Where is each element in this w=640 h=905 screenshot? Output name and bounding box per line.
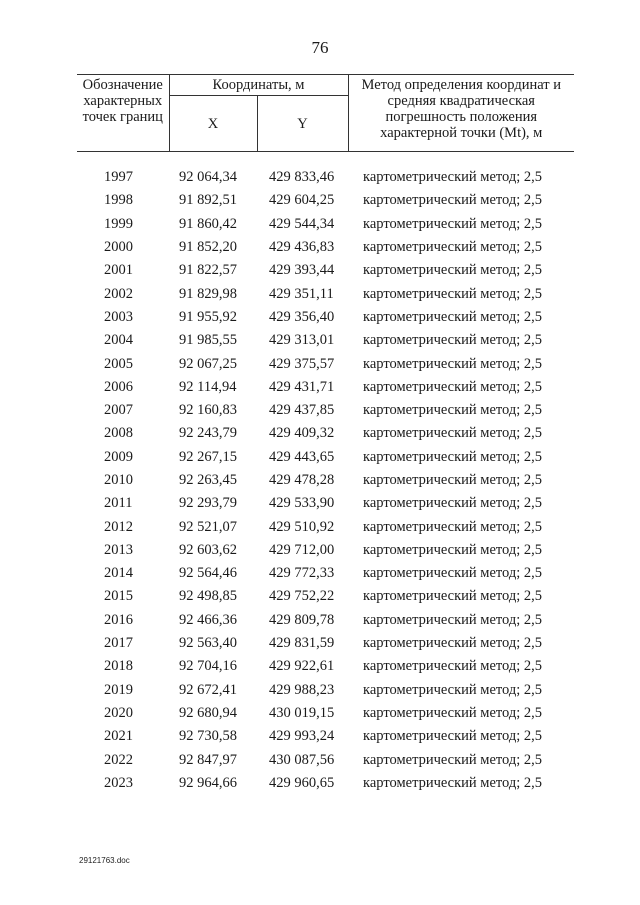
cell-x: 92 498,85 bbox=[179, 588, 237, 605]
cell-y: 429 375,57 bbox=[269, 355, 335, 372]
cell-point: 2010 bbox=[104, 472, 133, 488]
cell-method: картометрический метод; 2,5 bbox=[363, 215, 543, 232]
cell-method: картометрический метод; 2,5 bbox=[363, 611, 543, 628]
cell-point: 1997 bbox=[104, 169, 133, 186]
cell-x: 91 892,51 bbox=[179, 192, 237, 209]
cell-point: 2015 bbox=[104, 588, 133, 605]
cell-x: 91 822,57 bbox=[179, 262, 237, 279]
cell-point: 2002 bbox=[104, 285, 133, 302]
cell-point: 2017 bbox=[104, 635, 133, 652]
cell-x: 92 603,62 bbox=[179, 541, 237, 558]
header-rule bbox=[77, 152, 574, 167]
table-row bbox=[77, 515, 574, 538]
cell-y: 429 988,23 bbox=[269, 681, 335, 698]
cell-y: 429 922,61 bbox=[269, 658, 335, 675]
cell-y: 429 510,92 bbox=[269, 518, 335, 535]
footer-filename: 29121763.doc bbox=[79, 856, 130, 865]
cell-y: 430 019,15 bbox=[269, 704, 335, 721]
table-row bbox=[77, 492, 574, 515]
cell-point: 2001 bbox=[104, 262, 133, 279]
cell-point: 2008 bbox=[104, 425, 133, 442]
cell-y: 429 993,24 bbox=[269, 728, 335, 745]
cell-x: 91 829,98 bbox=[179, 285, 237, 302]
table-row bbox=[77, 446, 574, 469]
cell-y: 429 831,59 bbox=[269, 635, 335, 652]
table-row bbox=[77, 166, 574, 189]
table-row bbox=[77, 632, 574, 655]
cell-point: 2023 bbox=[104, 774, 133, 791]
cell-y: 429 437,85 bbox=[269, 402, 335, 419]
cell-y: 429 833,46 bbox=[269, 169, 335, 186]
cell-point: 2020 bbox=[104, 704, 133, 721]
table-row bbox=[77, 585, 574, 608]
cell-x: 92 267,15 bbox=[179, 448, 237, 465]
cell-x: 92 521,07 bbox=[179, 518, 237, 535]
cell-point: 2014 bbox=[104, 565, 133, 582]
cell-point: 2013 bbox=[104, 541, 133, 558]
cell-y: 429 443,65 bbox=[269, 448, 335, 465]
cell-x: 91 955,92 bbox=[179, 308, 237, 325]
cell-x: 92 563,40 bbox=[179, 635, 237, 652]
cell-point: 2019 bbox=[104, 681, 133, 698]
cell-method: картометрический метод; 2,5 bbox=[363, 728, 543, 745]
cell-method: картометрический метод; 2,5 bbox=[363, 192, 543, 209]
table-row bbox=[77, 352, 574, 375]
cell-method: картометрический метод; 2,5 bbox=[363, 658, 543, 675]
cell-method: картометрический метод; 2,5 bbox=[363, 355, 543, 372]
cell-x: 92 564,46 bbox=[179, 565, 237, 582]
cell-point: 2000 bbox=[104, 239, 133, 256]
cell-method: картометрический метод; 2,5 bbox=[363, 495, 543, 512]
cell-method: картометрический метод; 2,5 bbox=[363, 565, 543, 582]
cell-x: 92 064,34 bbox=[179, 169, 237, 186]
coordinates-table bbox=[77, 74, 574, 795]
cell-method: картометрический метод; 2,5 bbox=[363, 262, 543, 279]
cell-point: 1999 bbox=[104, 215, 133, 232]
cell-point: 2005 bbox=[104, 355, 133, 372]
cell-x: 92 243,79 bbox=[179, 425, 237, 442]
cell-y: 429 431,71 bbox=[269, 378, 335, 395]
cell-method: картометрический метод; 2,5 bbox=[363, 635, 543, 652]
cell-method: картометрический метод; 2,5 bbox=[363, 681, 543, 698]
cell-y: 429 544,34 bbox=[269, 215, 335, 232]
table-row bbox=[77, 562, 574, 585]
cell-point: 2003 bbox=[104, 308, 133, 325]
header-coordinates: Координаты, м bbox=[169, 75, 348, 96]
cell-y: 429 351,11 bbox=[269, 285, 334, 302]
cell-method: картометрический метод; 2,5 bbox=[363, 588, 543, 605]
cell-x: 92 680,94 bbox=[179, 704, 237, 721]
cell-point: 2009 bbox=[104, 448, 133, 465]
cell-x: 92 293,79 bbox=[179, 495, 237, 512]
cell-y: 429 313,01 bbox=[269, 332, 335, 349]
cell-method: картометрический метод; 2,5 bbox=[363, 472, 543, 488]
cell-y: 429 409,32 bbox=[269, 425, 335, 442]
cell-y: 429 752,22 bbox=[269, 588, 335, 605]
table-row bbox=[77, 282, 574, 305]
cell-x: 92 672,41 bbox=[179, 681, 237, 698]
table-row bbox=[77, 748, 574, 771]
cell-x: 92 067,25 bbox=[179, 355, 237, 372]
cell-y: 429 533,90 bbox=[269, 495, 335, 512]
cell-method: картометрический метод; 2,5 bbox=[363, 541, 543, 558]
cell-method: картометрический метод; 2,5 bbox=[363, 425, 543, 442]
table-row bbox=[77, 213, 574, 236]
cell-x: 92 704,16 bbox=[179, 658, 237, 675]
cell-x: 92 730,58 bbox=[179, 728, 237, 745]
header-method: Метод определения координат и средняя квадратическая погрешность положения характерной точки (Mt), м bbox=[348, 75, 574, 152]
table-row bbox=[77, 189, 574, 212]
cell-x: 92 466,36 bbox=[179, 611, 237, 628]
cell-method: картометрический метод; 2,5 bbox=[363, 378, 543, 395]
cell-method: картометрический метод; 2,5 bbox=[363, 518, 543, 535]
table-row bbox=[77, 236, 574, 259]
table-row bbox=[77, 725, 574, 748]
cell-method: картометрический метод; 2,5 bbox=[363, 751, 543, 768]
table-row bbox=[77, 539, 574, 562]
table-row bbox=[77, 655, 574, 678]
cell-point: 1998 bbox=[104, 192, 133, 209]
table-row bbox=[77, 702, 574, 725]
table-row bbox=[77, 329, 574, 352]
cell-y: 429 356,40 bbox=[269, 308, 335, 325]
cell-method: картометрический метод; 2,5 bbox=[363, 308, 543, 325]
cell-point: 2022 bbox=[104, 751, 133, 768]
cell-x: 92 114,94 bbox=[179, 378, 237, 395]
table-row bbox=[77, 376, 574, 399]
cell-point: 2004 bbox=[104, 332, 133, 349]
header-y: Y bbox=[257, 96, 348, 152]
cell-point: 2012 bbox=[104, 518, 133, 535]
table-body bbox=[77, 166, 574, 795]
cell-method: картометрический метод; 2,5 bbox=[363, 332, 543, 349]
header-x: X bbox=[169, 96, 257, 152]
cell-x: 92 964,66 bbox=[179, 774, 237, 791]
table-row bbox=[77, 469, 574, 492]
cell-method: картометрический метод; 2,5 bbox=[363, 402, 543, 419]
table-row bbox=[77, 259, 574, 282]
table-row bbox=[77, 422, 574, 445]
cell-y: 429 478,28 bbox=[269, 472, 335, 488]
cell-point: 2018 bbox=[104, 658, 133, 675]
cell-point: 2006 bbox=[104, 378, 133, 395]
table-row bbox=[77, 679, 574, 702]
cell-x: 92 847,97 bbox=[179, 751, 237, 768]
cell-point: 2016 bbox=[104, 611, 133, 628]
cell-y: 429 393,44 bbox=[269, 262, 335, 279]
cell-x: 91 852,20 bbox=[179, 239, 237, 256]
cell-y: 429 436,83 bbox=[269, 239, 335, 256]
cell-method: картометрический метод; 2,5 bbox=[363, 169, 543, 186]
table-row bbox=[77, 306, 574, 329]
cell-x: 91 860,42 bbox=[179, 215, 237, 232]
cell-y: 429 809,78 bbox=[269, 611, 335, 628]
cell-y: 429 604,25 bbox=[269, 192, 335, 209]
cell-point: 2007 bbox=[104, 402, 133, 419]
table-row bbox=[77, 609, 574, 632]
cell-point: 2011 bbox=[104, 495, 133, 512]
cell-y: 429 772,33 bbox=[269, 565, 335, 582]
header-point-designation: Обозначение характерных точек границ bbox=[77, 75, 169, 152]
cell-y: 430 087,56 bbox=[269, 751, 335, 768]
table-row bbox=[77, 772, 574, 795]
table-row bbox=[77, 399, 574, 422]
cell-method: картометрический метод; 2,5 bbox=[363, 704, 543, 721]
cell-y: 429 712,00 bbox=[269, 541, 335, 558]
cell-method: картометрический метод; 2,5 bbox=[363, 239, 543, 256]
cell-method: картометрический метод; 2,5 bbox=[363, 448, 543, 465]
cell-x: 91 985,55 bbox=[179, 332, 237, 349]
page-number: 76 bbox=[311, 38, 329, 57]
cell-method: картометрический метод; 2,5 bbox=[363, 285, 543, 302]
cell-x: 92 160,83 bbox=[179, 402, 237, 419]
cell-x: 92 263,45 bbox=[179, 472, 237, 488]
table-header bbox=[77, 75, 574, 152]
cell-method: картометрический метод; 2,5 bbox=[363, 774, 543, 791]
cell-y: 429 960,65 bbox=[269, 774, 335, 791]
cell-point: 2021 bbox=[104, 728, 133, 745]
